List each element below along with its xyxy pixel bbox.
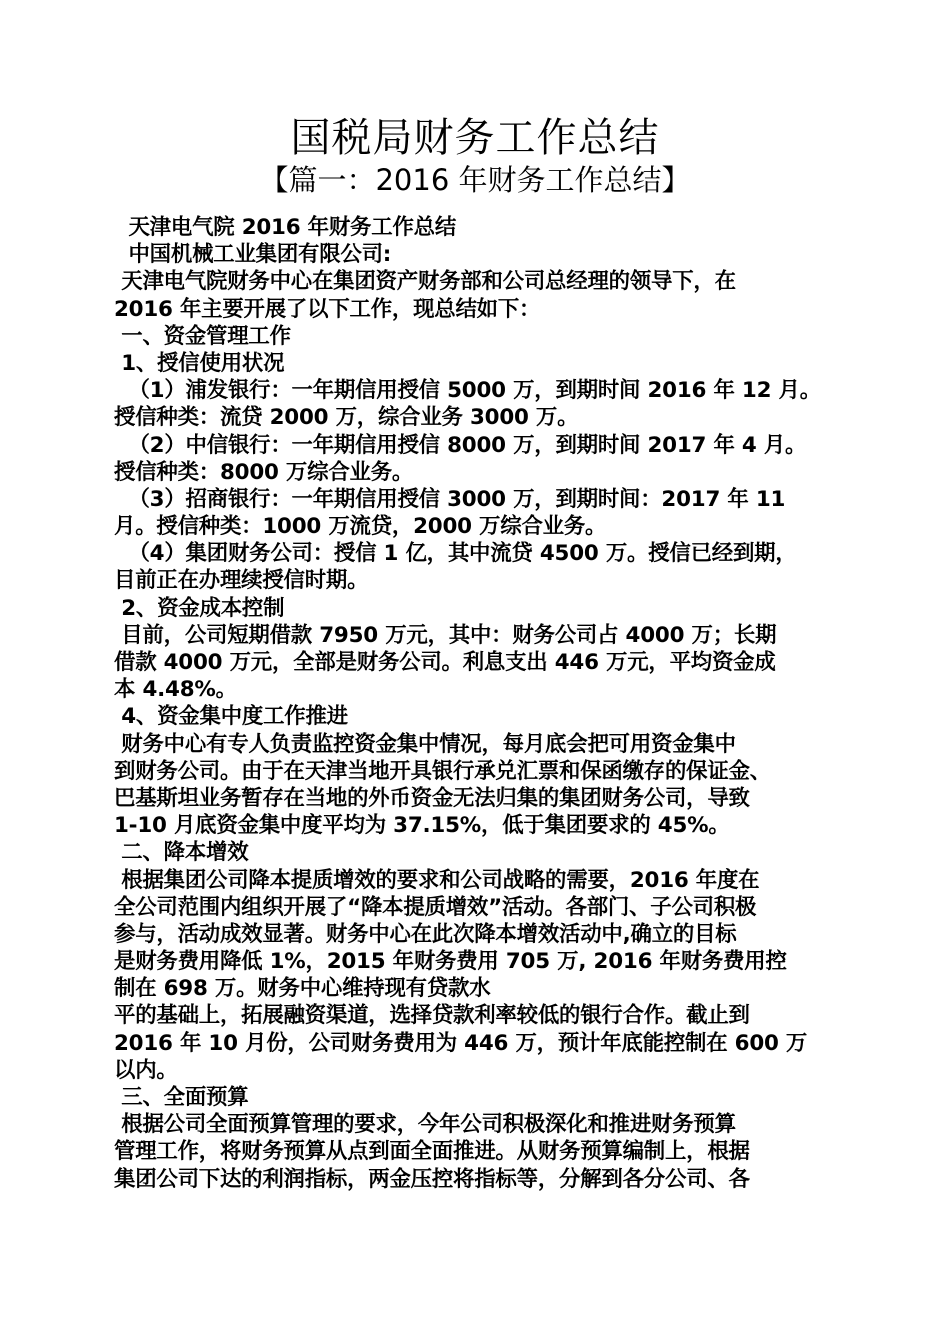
body-line: 根据集团公司降本提质增效的要求和公司战略的需要，2016 年度在: [114, 867, 760, 893]
body-line: 授信种类：8000 万综合业务。: [114, 459, 414, 485]
body-line: 制在 698 万。财务中心维持现有贷款水: [114, 976, 491, 1002]
body-line: 4、资金集中度工作推进: [114, 704, 348, 730]
body-line: 1-10 月底资金集中度平均为 37.15%，低于集团要求的 45%。: [114, 813, 730, 839]
body-line: 巴基斯坦业务暂存在当地的外币资金无法归集的集团财务公司，导致: [114, 785, 750, 811]
body-line: 天津电气院 2016 年财务工作总结: [114, 215, 457, 240]
body-line: 授信种类：流贷 2000 万，综合业务 3000 万。: [114, 405, 579, 431]
body-line: 根据公司全面预算管理的要求，今年公司积极深化和推进财务预算: [114, 1112, 736, 1138]
body-line: 财务中心有专人负责监控资金集中情况，每月底会把可用资金集中: [114, 731, 736, 757]
document-title: 国税局财务工作总结: [290, 115, 660, 161]
body-line: 平的基础上，拓展融资渠道，选择贷款利率较低的银行合作。截止到: [114, 1003, 750, 1029]
document-body: [114, 214, 838, 1193]
body-line: 天津电气院财务中心在集团资产财务部和公司总经理的领导下，在: [114, 269, 736, 295]
body-line: 三、全面预算: [114, 1085, 249, 1110]
body-line: （2）中信银行：一年期信用授信 8000 万，到期时间 2017 年 4 月。: [114, 432, 807, 458]
body-line: 是财务费用降低 1%，2015 年财务费用 705 万, 2016 年财务费用控: [114, 949, 787, 975]
body-line: 管理工作，将财务预算从点到面全面推进。从财务预算编制上，根据: [114, 1139, 750, 1165]
body-line: 全公司范围内组织开展了“降本提质增效”活动。各部门、子公司积极: [114, 894, 757, 920]
body-line: 目前正在办理续授信时期。: [114, 568, 369, 594]
body-line: （3）招商银行：一年期信用授信 3000 万，到期时间：2017 年 11: [114, 486, 786, 512]
document-subtitle: 【篇一：2016 年财务工作总结】: [259, 163, 691, 197]
body-line: 到财务公司。由于在天津当地开具银行承兑汇票和保函缴存的保证金、: [114, 758, 771, 784]
body-line: （1）浦发银行：一年期信用授信 5000 万，到期时间 2016 年 12 月。: [114, 378, 821, 404]
body-line: 本 4.48%。: [114, 677, 237, 703]
body-line: 2016 年 10 月份，公司财务费用为 446 万，预计年底能控制在 600 万: [114, 1030, 808, 1056]
body-line: 2016 年主要开展了以下工作，现总结如下：: [114, 296, 541, 322]
body-line: 2、资金成本控制: [114, 595, 285, 621]
body-line: （4）集团财务公司：授信 1 亿，其中流贷 4500 万。授信已经到期，: [114, 541, 797, 567]
body-line: 参与，活动成效显著。财务中心在此次降本增效活动中,确立的目标: [114, 921, 737, 947]
body-line: 二、降本增效: [114, 840, 249, 866]
body-line: 集团公司下达的利润指标，两金压控将指标等，分解到各分公司、各: [114, 1166, 750, 1192]
body-line: 借款 4000 万元，全部是财务公司。利息支出 446 万元，平均资金成: [114, 650, 776, 675]
body-line: 目前，公司短期借款 7950 万元，其中：财务公司占 4000 万；长期: [114, 622, 777, 648]
body-line: 月。授信种类：1000 万流贷，2000 万综合业务。: [114, 514, 607, 540]
body-line: 中国机械工业集团有限公司:: [114, 242, 392, 268]
body-line: 以内。: [114, 1057, 178, 1083]
body-line: 1、授信使用状况: [114, 350, 285, 376]
body-line: 一、资金管理工作: [114, 323, 291, 349]
